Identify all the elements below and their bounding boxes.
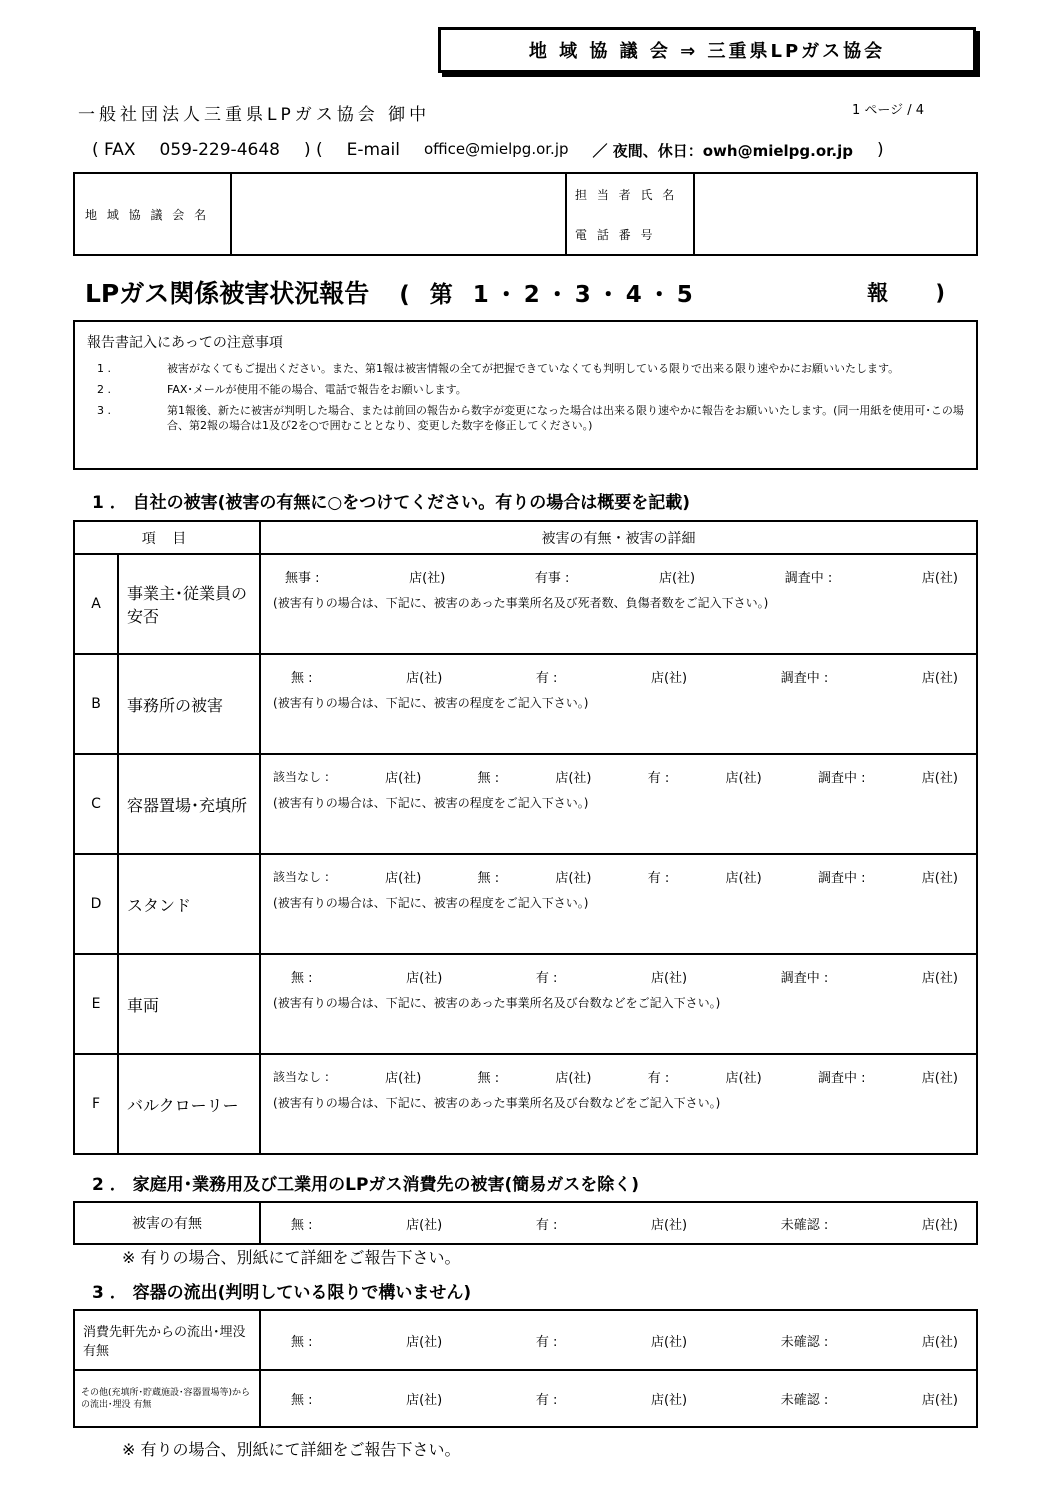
consumer-damage-table (73, 1201, 978, 1245)
status-values: 該当なし : 店(社) 無 : 店(社) 有 : 店(社) 調査中 : 店(社) (273, 770, 958, 786)
addressee: 一般社団法人三重県LPガス協会 御中 (78, 105, 431, 125)
status-values: 無 : 店(社) 有 : 店(社) 未確認 : 店(社) (291, 1334, 958, 1350)
contact-close: ) (877, 140, 884, 160)
status-values: 該当なし : 店(社) 無 : 店(社) 有 : 店(社) 調査中 : 店(社) (273, 870, 958, 886)
email-address: office@mielpg.or.jp (423, 140, 569, 158)
detail-note: (被害有りの場合は、下記に、被害のあった事業所名及び台数などをご記入下さい。) (273, 1096, 721, 1110)
container-outflow-table (73, 1309, 978, 1428)
fax-label: ( FAX (92, 140, 136, 160)
person-name-label: 担 当 者 氏 名 (566, 173, 694, 214)
damage-presence-label: 被害の有無 (74, 1202, 260, 1244)
col-detail-header: 被害の有無・被害の詳細 (260, 521, 977, 554)
report-number: ( 第 1・2・3・4・5 (399, 281, 699, 308)
report-title-end: 報 ) (867, 281, 965, 305)
report-title-text: LPガス関係被害状況報告 (85, 279, 370, 308)
night-email: ／ 夜間、休日：owh@mielpg.or.jp (592, 142, 853, 160)
table-row: A 事業主･従業員の安否 無事 : 店(社) 有事 : 店(社) 調査中 : 店(社) (被害有りの場合は、下記に、被害のあった事業所名及び死者数、負傷者数をご記入下さい。) (74, 554, 977, 654)
table-row: F バルクローリー 該当なし : 店(社) 無 : 店(社) 有 : 店(社) 調査中 : 店(社) (被害有りの場合は、下記に、被害のあった事業所名及び台数などをご記入下さい。) (74, 1054, 977, 1154)
contact-separator: ) ( (303, 140, 323, 160)
council-name-field[interactable] (231, 173, 566, 255)
email-label: E-mail (346, 140, 400, 160)
table-row: C 容器置場･充填所 該当なし : 店(社) 無 : 店(社) 有 : 店(社) 調査中 : 店(社) (被害有りの場合は、下記に、被害の程度をご記入下さい。) (74, 754, 977, 854)
note-item: 2 . FAX･メールが使用不能の場合、電話で報告をお願いします。 (97, 383, 467, 396)
own-damage-table (73, 520, 978, 1155)
status-values: 無 : 店(社) 有 : 店(社) 調査中 : 店(社) (291, 671, 958, 686)
person-phone-field[interactable] (694, 173, 977, 255)
table-row: 消費先軒先からの流出･埋没 有無 無 : 店(社) 有 : 店(社) 未確認 : 店(社) (74, 1310, 977, 1370)
detail-note: (被害有りの場合は、下記に、被害のあった事業所名及び死者数、負傷者数をご記入下さい。) (273, 596, 769, 610)
status-values: 無 : 店(社) 有 : 店(社) 調査中 : 店(社) (291, 971, 958, 986)
section2-title: 2 ． 家庭用･業務用及び工業用のLPガス消費先の被害(簡易ガスを除く) (92, 1175, 639, 1195)
table-row: E 車両 無 : 店(社) 有 : 店(社) 調査中 : 店(社) (被害有りの場合は、下記に、被害のあった事業所名及び台数などをご記入下さい。) (74, 954, 977, 1054)
report-title (85, 274, 965, 310)
council-name-label: 地 域 協 議 会 名 (74, 173, 231, 255)
section3-footnote: ※ 有りの場合、別紙にて詳細をご報告下さい。 (122, 1440, 461, 1459)
detail-note: (被害有りの場合は、下記に、被害の程度をご記入下さい。) (273, 796, 589, 810)
section3-title: 3 ． 容器の流出(判明している限りで構いません) (92, 1283, 472, 1303)
table-row: その他(充填所･貯蔵施設･容器置場等)からの流出･埋没 有無 無 : 店(社) 有 : 店(社) 未確認 : 店(社) (74, 1370, 977, 1427)
phone-label: 電 話 番 号 (566, 214, 694, 255)
section2-footnote: ※ 有りの場合、別紙にて詳細をご報告下さい。 (122, 1248, 461, 1267)
section1-title: 1 ． 自社の被害(被害の有無に○をつけてください。有りの場合は概要を記載) (92, 493, 691, 513)
notes-box (73, 320, 978, 470)
table-row: B 事務所の被害 無 : 店(社) 有 : 店(社) 調査中 : 店(社) (被害有りの場合は、下記に、被害の程度をご記入下さい。) (74, 654, 977, 754)
header-banner: 地 域 協 議 会 ⇒ 三重県LPガス協会 (438, 27, 976, 73)
page-number: 1 ページ / 4 (852, 103, 925, 118)
note-item: 3 . 第1報後、新たに被害が判明した場合、または前回の報告から数字が変更になった場合は出来る限り速やかに報告をお願いいたします。(同一用紙を使用可･この場合、第2報の場合は1及び2を○で囲むこととなり、変更した数字を修正してください。) (97, 404, 964, 432)
notes-list (87, 361, 964, 433)
detail-note: (被害有りの場合は、下記に、被害の程度をご記入下さい。) (273, 896, 589, 910)
note-item: 1 . 被害がなくてもご提出ください。また、第1報は被害情報の全てが把握できていなくても判明している限りで出来る限り速やかにお願いいたします。 (97, 362, 900, 375)
status-values: 無 : 店(社) 有 : 店(社) 未確認 : 店(社) (291, 1217, 958, 1233)
col-item-header: 項 目 (74, 521, 260, 554)
council-info-table (73, 172, 978, 256)
status-values: 無 : 店(社) 有 : 店(社) 未確認 : 店(社) (291, 1393, 958, 1408)
contact-line (92, 140, 982, 161)
table-row: D スタンド 該当なし : 店(社) 無 : 店(社) 有 : 店(社) 調査中 : 店(社) (被害有りの場合は、下記に、被害の程度をご記入下さい。) (74, 854, 977, 954)
detail-note: (被害有りの場合は、下記に、被害のあった事業所名及び台数などをご記入下さい。) (273, 996, 721, 1010)
status-values: 無事 : 店(社) 有事 : 店(社) 調査中 : 店(社) (285, 571, 958, 586)
fax-number: 059-229-4648 (159, 140, 280, 160)
status-values: 該当なし : 店(社) 無 : 店(社) 有 : 店(社) 調査中 : 店(社) (273, 1070, 958, 1086)
detail-note: (被害有りの場合は、下記に、被害の程度をご記入下さい。) (273, 696, 589, 710)
notes-heading: 報告書記入にあっての注意事項 (87, 335, 283, 351)
